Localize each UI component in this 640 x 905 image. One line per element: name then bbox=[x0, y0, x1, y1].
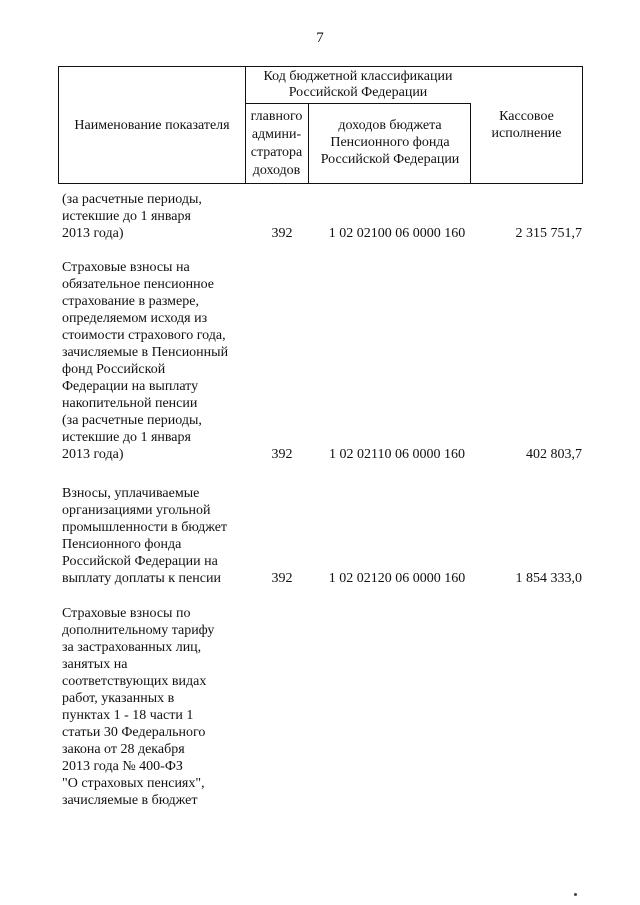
scan-dot bbox=[574, 893, 577, 896]
administrator-code: 392 bbox=[271, 447, 293, 462]
indicator-name: (за расчетные периоды, истекшие до 1 января 2013 года) bbox=[62, 192, 202, 241]
pfr-revenues-header: доходов бюджета Пенсионного фонда Российской Федерации bbox=[310, 103, 471, 183]
budget-code-header: Код бюджетной классификации Российской Федерации bbox=[245, 67, 471, 104]
administrator-code: 392 bbox=[271, 226, 293, 241]
indicator-name: Страховые взносы по дополнительному тарифу за застрахованных лиц, занятых на соответствующих видах работ, указанных в пунктах 1 - 18 части 1 статьи 30 Федерального закона от 28 декабря 2013 года № 400-ФЗ "О страховых пенсиях", зачисляемые в бюджет bbox=[62, 606, 215, 808]
indicator-name-header: Наименование показателя bbox=[59, 67, 246, 183]
cash-execution-amount: 2 315 751,7 bbox=[515, 226, 582, 241]
cash-execution-header: Кассовое исполнение bbox=[491, 109, 562, 141]
budget-classification-code: 1 02 02100 06 0000 160 bbox=[328, 226, 466, 241]
indicator-name: Взносы, уплачиваемые организациями угольной промышленности в бюджет Пенсионного фонда Российской Федерации на выплату доплаты к пенсии bbox=[62, 486, 228, 586]
budget-classification-code: 1 02 02110 06 0000 160 bbox=[329, 447, 465, 462]
table-header bbox=[58, 66, 583, 184]
indicator-name: Страховые взносы на обязательное пенсионное страхование в размере, определяемом исходя из стоимости страхового года, зачисляемые в Пенсионный фонд Российской Федерации на выплату накопительной пенсии (за расчетные периоды, истекшие до 1 января 2013 года) bbox=[62, 260, 229, 462]
budget-classification-code: 1 02 02120 06 0000 160 bbox=[328, 571, 466, 586]
page-number: 7 bbox=[316, 30, 324, 46]
main-administrator-header: главного админи-стратора доходов bbox=[245, 103, 309, 183]
cash-execution-amount: 402 803,7 bbox=[526, 447, 582, 462]
administrator-code: 392 bbox=[271, 571, 293, 586]
cash-execution-amount: 1 854 333,0 bbox=[515, 571, 582, 586]
